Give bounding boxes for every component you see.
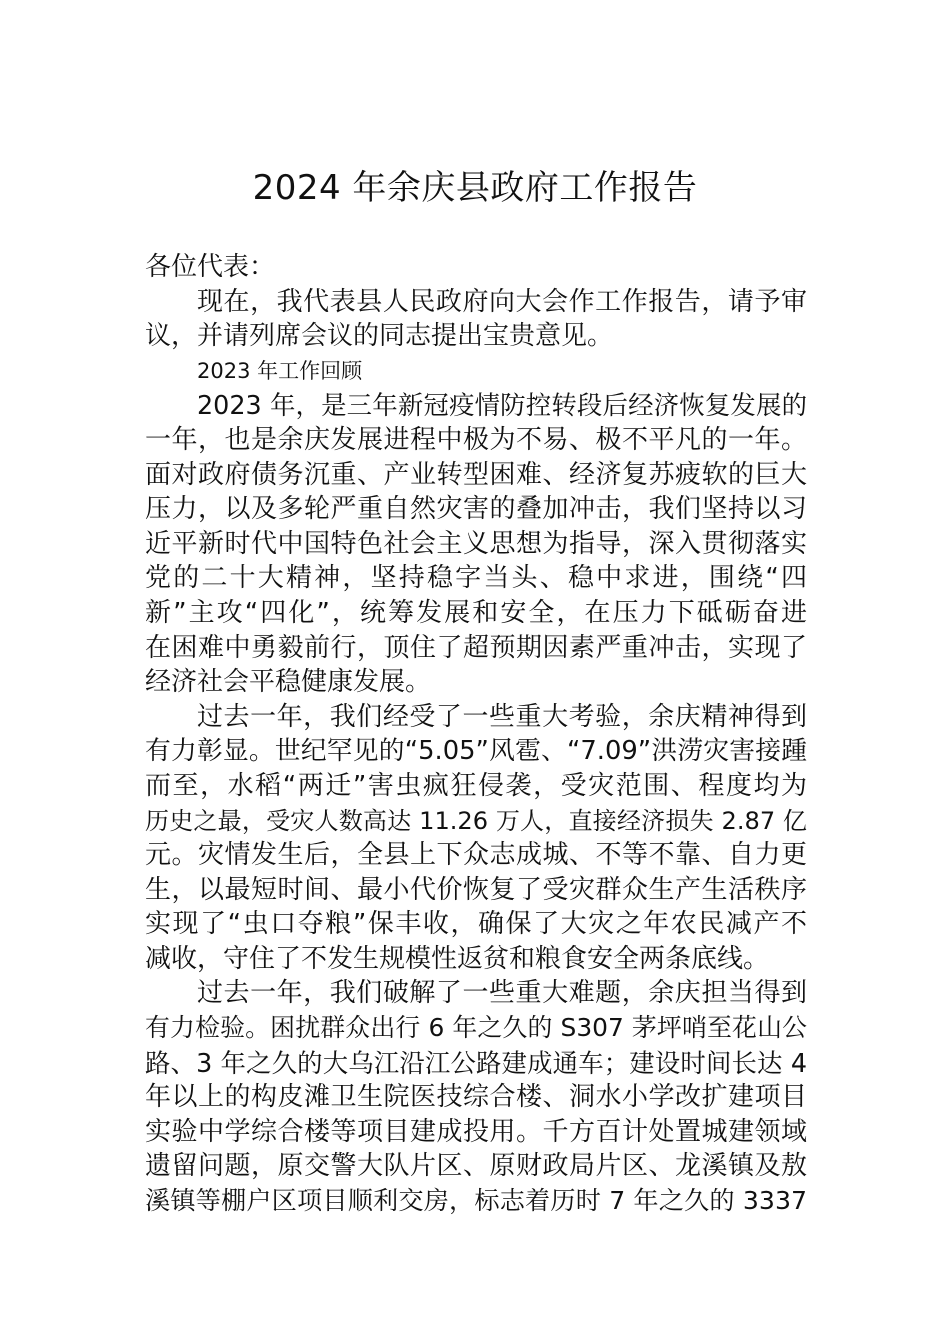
paragraph-line: 压力，以及多轮严重自然灾害的叠加冲击，我们坚持以习 — [145, 494, 807, 525]
paragraph-line: 有力检验。困扰群众出行 6 年之久的 S307 茅坪哨至花山公 — [145, 1013, 807, 1043]
paragraph-line: 现在，我代表县人民政府向大会作工作报告，请予审 — [197, 286, 807, 317]
paragraph-line: 2023 年，是三年新冠疫情防控转段后经济恢复发展的 — [197, 390, 807, 421]
paragraph-line: 面对政府债务沉重、产业转型困难、经济复苏疲软的巨大 — [145, 459, 807, 490]
paragraph-line: 近平新时代中国特色社会主义思想为指导，深入贯彻落实 — [145, 528, 807, 559]
paragraph-line: 新”主攻“四化”，统筹发展和安全，在压力下砥砺奋进 — [145, 597, 807, 628]
paragraph-line: 遗留问题，原交警大队片区、原财政局片区、龙溪镇及敖 — [145, 1151, 807, 1182]
paragraph-line: 在困难中勇毅前行，顶住了超预期因素严重冲击，实现了 — [145, 632, 807, 663]
paragraph-line: 经济社会平稳健康发展。 — [145, 667, 432, 698]
paragraph-line: 年以上的构皮滩卫生院医技综合楼、洞水小学改扩建项目 — [145, 1082, 807, 1113]
paragraph-line: 过去一年，我们破解了一些重大难题，余庆担当得到 — [197, 978, 807, 1009]
paragraph-line: 党的二十大精神，坚持稳字当头、稳中求进，围绕“四 — [145, 563, 807, 594]
paragraph-line: 路、3 年之久的大乌江沿江公路建成通车；建设时间长达 4 — [145, 1047, 807, 1078]
salutation-line: 各位代表： — [145, 252, 276, 282]
paragraph-line: 议，并请列席会议的同志提出宝贵意见。 — [145, 321, 614, 352]
paragraph-line: 生，以最短时间、最小代价恢复了受灾群众生产生活秩序 — [145, 874, 807, 905]
paragraph-line: 实现了“虫口夺粮”保丰收，确保了大灾之年农民减产不 — [145, 909, 807, 940]
paragraph-line: 减收，守住了不发生规模性返贫和粮食安全两条底线。 — [145, 943, 770, 974]
document-body — [145, 250, 807, 1219]
paragraph-line: 一年，也是余庆发展进程中极为不易、极不平凡的一年。 — [145, 424, 807, 455]
section-heading: 2023 年工作回顾 — [197, 358, 363, 383]
paragraph-line: 元。灾情发生后，全县上下众志成城、不等不靠、自力更 — [145, 840, 807, 871]
document-title: 2024 年余庆县政府工作报告 — [252, 168, 698, 208]
paragraph-line: 实验中学综合楼等项目建成投用。千方百计处置城建领域 — [145, 1116, 807, 1147]
paragraph-line: 过去一年，我们经受了一些重大考验，余庆精神得到 — [197, 701, 807, 732]
paragraph-line: 而至，水稻“两迁”害虫疯狂侵袭，受灾范围、程度均为 — [145, 770, 807, 801]
paragraph-line: 有力彰显。世纪罕见的“5.05”风雹、“7.09”洪涝灾害接踵 — [145, 736, 807, 767]
paragraph-line: 历史之最，受灾人数高达 11.26 万人，直接经济损失 2.87 亿 — [145, 806, 807, 835]
paragraph-line: 溪镇等棚户区项目顺利交房，标志着历时 7 年之久的 3337 — [145, 1186, 807, 1216]
